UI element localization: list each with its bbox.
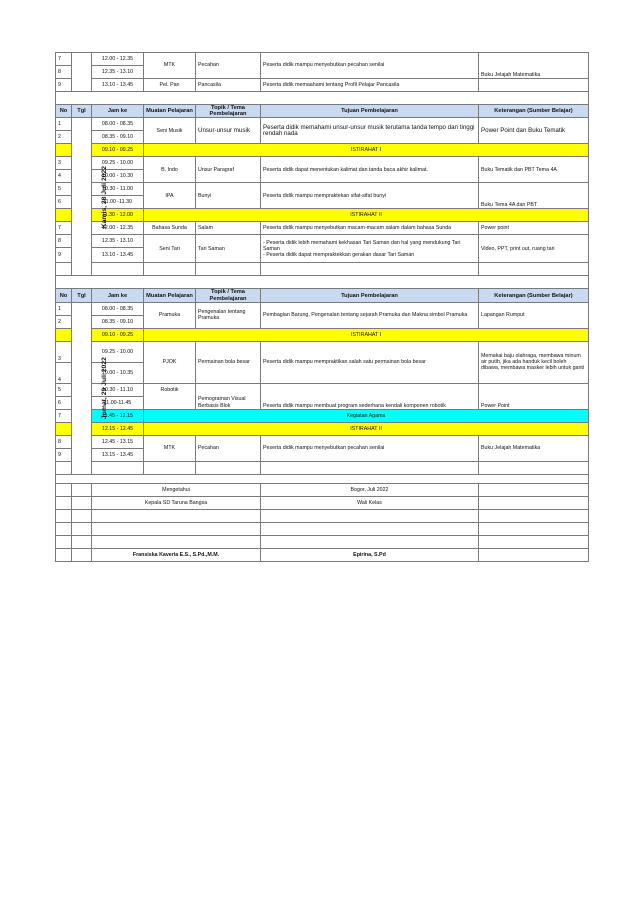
signature-cell <box>479 548 589 561</box>
header-subject: Muatan Pelajaran <box>144 289 196 302</box>
signature-cell <box>56 496 72 509</box>
topic-cell: Bunyi <box>196 183 261 209</box>
signature-row <box>56 509 589 522</box>
topic-cell: Pecahan <box>196 435 261 461</box>
source-cell: Buku Jelajah Matematika <box>479 53 589 79</box>
signature-cell <box>72 548 92 561</box>
header-date: Tgl <box>72 289 92 302</box>
time-cell: 13.15 - 13.45 <box>92 448 144 461</box>
subject-cell: Seni Musik <box>144 118 196 144</box>
subject-cell: PJOK <box>144 341 196 383</box>
objective-cell: Peserta didik memahami unsur-unsur musik terutama tanda tempo dan tinggi rendah nada <box>261 118 479 144</box>
row-number: 4 <box>56 170 72 183</box>
objective-cell: Peserta didik mampu mempraktekan sifat-sifat bunyi <box>261 183 479 209</box>
signature-cell <box>72 522 92 535</box>
signature-row <box>56 535 589 548</box>
spacer-row <box>56 474 589 483</box>
signature-cell <box>72 496 92 509</box>
topic-cell: Unsur-unsur musik <box>196 118 261 144</box>
schedule-table <box>55 52 589 562</box>
source-cell: Power Point <box>479 383 589 409</box>
break-row <box>56 328 589 341</box>
time-cell: 08.00 - 08.35 <box>92 302 144 315</box>
objective-line: - Peserta didik dapat mempraktekkan gerakan dasar Tari Saman <box>263 252 415 258</box>
subject-cell <box>144 263 196 276</box>
row-number: 9 <box>56 448 72 461</box>
topic-cell: Tari Saman <box>196 235 261 263</box>
time-cell: 12.15 - 12.45 <box>92 422 144 435</box>
time-cell: 09.25 - 10.00 <box>92 157 144 170</box>
subject-cell: MTK <box>144 435 196 461</box>
topic-cell: Pecahan <box>196 53 261 79</box>
row-number: 8 <box>56 66 72 79</box>
row-number: 8 <box>56 235 72 248</box>
header-objective: Tujuan Pembelajaran <box>261 289 479 302</box>
source-cell <box>479 263 589 276</box>
table-row <box>56 263 589 276</box>
signature-cell <box>261 522 479 535</box>
topic-cell <box>196 461 261 474</box>
break-label: ISTIRAHAT II <box>144 422 589 435</box>
day-label <box>72 302 108 474</box>
row-number: 3 <box>56 341 72 362</box>
row-number: 6 <box>56 396 72 409</box>
source-cell: Buku Jelajah Matematika <box>479 435 589 461</box>
row-number <box>56 209 72 222</box>
time-cell: 11.45 - 12.15 <box>92 409 144 422</box>
table-row <box>56 183 589 196</box>
time-cell: 10.00 - 10.30 <box>92 170 144 183</box>
time-cell: 08.35 - 09.10 <box>92 315 144 328</box>
day-label-text: Kamis, 28 Juli 2022 <box>101 165 109 229</box>
table-row <box>56 383 589 396</box>
time-cell: 11.00-11.45 <box>92 396 144 409</box>
time-cell: 12.35 - 13.10 <box>92 66 144 79</box>
source-cell: Buku Tema 4A dan PBT <box>479 183 589 209</box>
time-cell: 12.45 - 13.15 <box>92 435 144 448</box>
subject-cell: B. Indo <box>144 157 196 183</box>
row-number <box>56 144 72 157</box>
time-cell: 13.10 - 13.45 <box>92 79 144 92</box>
table-row <box>56 118 589 131</box>
time-cell: 09.25 - 10.00 <box>92 341 144 362</box>
subject-cell: Seni Tari <box>144 235 196 263</box>
objective-cell <box>261 461 479 474</box>
signature-row <box>56 522 589 535</box>
time-cell: 12.00 - 12.35 <box>92 222 144 235</box>
left-signature-name: Fransiska Kaveria E.S., S.Pd.,M.M. <box>92 548 261 561</box>
religion-row <box>56 409 589 422</box>
signature-row <box>56 483 589 496</box>
row-number <box>56 263 72 276</box>
day-label <box>72 118 109 276</box>
right-signature-name: Epirina, S.Pd <box>261 548 479 561</box>
subject-cell: IPA <box>144 183 196 209</box>
header-objective: Tujuan Pembelajaran <box>261 105 479 118</box>
topic-cell: Pemograman Visual Berbasis Blok <box>196 383 261 409</box>
right-signature-role: Wali Kelas <box>261 496 479 509</box>
signature-cell <box>56 509 72 522</box>
break-row <box>56 144 589 157</box>
source-cell: Memakai baju olahraga, membawa minum air putih, jika ada handuk kecil boleh dibawa, membawa masker lebih untuk ganti <box>479 341 589 383</box>
header-date: Tgl <box>72 105 92 118</box>
objective-cell: Pembagian Barung, Pengenalan tentang sejarah Pramuka dan Makna simbol Pramuka <box>261 302 479 328</box>
row-number: 9 <box>56 248 72 263</box>
break-label: ISTIRAHAT I <box>144 144 589 157</box>
row-number: 7 <box>56 53 72 66</box>
row-number: 1 <box>56 118 72 131</box>
time-cell: 09.10 - 09.25 <box>92 328 144 341</box>
signature-cell <box>56 522 72 535</box>
spacer-row <box>56 92 589 105</box>
source-cell: Buku Tematik dan PBT Tema 4A <box>479 157 589 183</box>
signature-cell <box>56 483 72 496</box>
header-no: No <box>56 289 72 302</box>
table-row <box>56 157 589 170</box>
source-cell <box>479 461 589 474</box>
row-number: 9 <box>56 79 72 92</box>
signature-cell <box>479 496 589 509</box>
table-row <box>56 79 589 92</box>
signature-cell <box>72 535 92 548</box>
signature-cell <box>92 535 261 548</box>
source-cell <box>479 79 589 92</box>
objective-cell: Peserta didik mampu menyebutkan pecahan senilai <box>261 435 479 461</box>
signature-cell <box>261 535 479 548</box>
objective-cell: Peserta didik mampu menyebutkan macam-macam salam dalam bahasa Sunda <box>261 222 479 235</box>
topic-cell: Unsur Paragraf <box>196 157 261 183</box>
source-cell: Lapangan Rumput <box>479 302 589 328</box>
signature-row <box>56 548 589 561</box>
subject-cell: MTK <box>144 53 196 79</box>
time-cell: 11.30 - 12.00 <box>92 209 144 222</box>
row-number <box>56 422 72 435</box>
header-source: Keterangan (Sumber Belajar) <box>479 289 589 302</box>
table-row <box>56 435 589 448</box>
row-number: 8 <box>56 435 72 448</box>
header-row <box>56 105 589 118</box>
left-signature-role: Kepala SD Taruna Bangsa <box>92 496 261 509</box>
time-cell: 09.10 - 09.25 <box>92 144 144 157</box>
time-cell: 12.00 - 12.35 <box>92 53 144 66</box>
signature-cell <box>261 509 479 522</box>
header-source: Keterangan (Sumber Belajar) <box>479 105 589 118</box>
row-number: 7 <box>56 222 72 235</box>
row-number: 2 <box>56 315 72 328</box>
row-number: 4 <box>56 362 72 383</box>
row-number: 7 <box>56 409 72 422</box>
time-cell: 10.30 - 11.00 <box>92 183 144 196</box>
objective-cell <box>261 263 479 276</box>
header-topic: Topik / Tema Pembelajaran <box>196 289 261 302</box>
row-number: 6 <box>56 196 72 209</box>
signature-cell <box>92 522 261 535</box>
objective-cell: Peserta didik mampu membuat program sederhana kendali komponen robotik <box>261 383 479 409</box>
topic-cell: Permainan bola besar <box>196 341 261 383</box>
left-signature-title: Mengetahui <box>92 483 261 496</box>
row-number: 1 <box>56 302 72 315</box>
table-row <box>56 302 589 315</box>
signature-row <box>56 496 589 509</box>
table-row <box>56 222 589 235</box>
subject-cell <box>144 461 196 474</box>
objective-line: - Peserta didik lebih memahami kekhasan Tari Saman dan hal yang mendukung Tari Saman <box>263 239 461 252</box>
source-cell: Video, PPT, print out, ruang tari <box>479 235 589 263</box>
objective-cell <box>261 235 479 263</box>
signature-cell <box>479 483 589 496</box>
spacer-row <box>56 276 589 289</box>
time-cell: 08.00 - 08.35 <box>92 118 144 131</box>
source-cell: Power Point dan Buku Tematik <box>479 118 589 144</box>
signature-cell <box>72 509 92 522</box>
signature-cell <box>479 535 589 548</box>
row-number: 5 <box>56 383 72 396</box>
objective-cell: Peserta didik mampu menyebutkan pecahan senilai <box>261 53 479 79</box>
header-row <box>56 289 589 302</box>
source-cell: Power point <box>479 222 589 235</box>
table-row <box>56 53 589 66</box>
objective-cell: Peserta didik mampu mempraktikan salah satu permainan bola besar <box>261 341 479 383</box>
objective-cell: Peserta didik dapat menentukan kalimat dan tanda baca akhir kalimat. <box>261 157 479 183</box>
header-time: Jam ke <box>92 289 144 302</box>
subject-cell: Pramuka <box>144 302 196 328</box>
break-row <box>56 209 589 222</box>
row-number <box>56 461 72 474</box>
date-cell <box>72 53 92 92</box>
header-subject: Muatan Pelajaran <box>144 105 196 118</box>
time-cell: 10.00 - 10.35 <box>92 362 144 383</box>
header-time: Jam ke <box>92 105 144 118</box>
header-no: No <box>56 105 72 118</box>
time-cell <box>92 263 144 276</box>
table-row <box>56 461 589 474</box>
topic-cell: Pengenalan tentang Pramuka <box>196 302 261 328</box>
row-number: 5 <box>56 183 72 196</box>
signature-cell <box>92 509 261 522</box>
row-number: 2 <box>56 131 72 144</box>
signature-cell <box>479 522 589 535</box>
time-cell: 11.00 -11.30 <box>92 196 144 209</box>
table-row <box>56 235 589 248</box>
table-row <box>56 341 589 362</box>
subject-cell: Robotik <box>144 383 196 409</box>
right-signature-title: Bogor, Juli 2022 <box>261 483 479 496</box>
time-cell: 10.30 - 11.10 <box>92 383 144 396</box>
signature-cell <box>72 483 92 496</box>
break-row <box>56 422 589 435</box>
time-cell: 08.35 - 09.10 <box>92 131 144 144</box>
header-topic: Topik / Tema Pembelajaran <box>196 105 261 118</box>
break-label: ISTIRAHAT I <box>144 328 589 341</box>
time-cell: 13.10 - 13.45 <box>92 248 144 263</box>
objective-cell: Peserta didik memaahami tentang Profil Pelajar Pancasila <box>261 79 479 92</box>
row-number <box>56 328 72 341</box>
religion-label: Kegiatan Agama <box>144 409 589 422</box>
row-number: 3 <box>56 157 72 170</box>
topic-cell: Salam <box>196 222 261 235</box>
time-cell <box>92 461 144 474</box>
signature-cell <box>56 548 72 561</box>
signature-cell <box>479 509 589 522</box>
topic-cell: Pancasila <box>196 79 261 92</box>
break-label: ISTIRAHAT II <box>144 209 589 222</box>
day-label-text: Jumat, 29 Juli 2022 <box>100 357 108 420</box>
time-cell: 12.35 - 13.10 <box>92 235 144 248</box>
subject-cell: Pel. Pan <box>144 79 196 92</box>
subject-cell: Bahasa Sunda <box>144 222 196 235</box>
signature-cell <box>56 535 72 548</box>
topic-cell <box>196 263 261 276</box>
